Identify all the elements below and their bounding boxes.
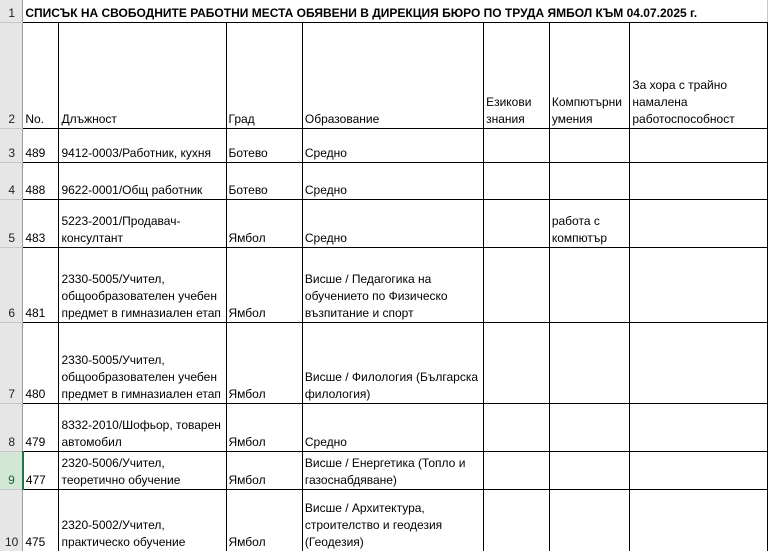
row-header[interactable]: 7 [0,322,23,403]
cell-position[interactable]: 2330-5005/Учител, общообразователен учебен предмет в гимназиален етап [59,322,226,403]
cell-languages[interactable] [484,162,550,199]
cell-no[interactable]: 477 [23,451,59,489]
cell-disability[interactable] [630,403,768,451]
cell-no[interactable]: 488 [23,162,59,199]
row-header[interactable]: 5 [0,199,23,247]
cell-city[interactable]: Ботево [226,128,302,162]
header-row [0,22,768,128]
table-row [0,322,768,403]
cell-disability[interactable] [630,322,768,403]
table-row [0,199,768,247]
table-row [0,128,768,162]
cell-computer-skills[interactable] [549,322,630,403]
row-header[interactable]: 4 [0,162,23,199]
sheet-row [0,0,768,22]
cell-disability[interactable] [630,247,768,322]
cell-languages[interactable] [484,128,550,162]
cell-city[interactable]: Ямбол [226,199,302,247]
header-disability[interactable]: За хора с трайно намалена работоспособност [630,22,768,128]
cell-disability[interactable] [630,489,768,551]
cell-position[interactable]: 2320-5002/Учител, практическо обучение [59,489,226,551]
cell-languages[interactable] [484,247,550,322]
cell-position[interactable]: 8332-2010/Шофьор, товарен автомобил [59,403,226,451]
cell-city[interactable]: Ямбол [226,403,302,451]
cell-no[interactable]: 475 [23,489,59,551]
cell-no[interactable]: 489 [23,128,59,162]
cell-computer-skills[interactable] [549,247,630,322]
sheet-title[interactable]: СПИСЪК НА СВОБОДНИТЕ РАБОТНИ МЕСТА ОБЯВЕНИ В ДИРЕКЦИЯ БЮРО ПО ТРУДА ЯМБОЛ КЪМ 04.07.2025 г. [23,0,768,22]
row-header[interactable]: 10 [0,489,23,551]
cell-languages[interactable] [484,451,550,489]
cell-position[interactable]: 9412-0003/Работник, кухня [59,128,226,162]
cell-computer-skills[interactable] [549,451,630,489]
table-row [0,403,768,451]
cell-education[interactable]: Висше / Енергетика (Топло и газоснабдяване) [302,451,483,489]
cell-no[interactable]: 481 [23,247,59,322]
cell-education[interactable]: Висше / Архитектура, строителство и геодезия (Геодезия) [302,489,483,551]
row-header[interactable]: 3 [0,128,23,162]
cell-education[interactable]: Средно [302,403,483,451]
row-header[interactable]: 1 [0,0,23,22]
row-header[interactable]: 2 [0,22,23,128]
cell-education[interactable]: Висше / Педагогика на обучението по Физическо възпитание и спорт [302,247,483,322]
cell-disability[interactable] [630,199,768,247]
header-languages[interactable]: Езикови знания [484,22,550,128]
table-row [0,489,768,551]
cell-education[interactable]: Висше / Филология (Българска филология) [302,322,483,403]
cell-education[interactable]: Средно [302,199,483,247]
header-position[interactable]: Длъжност [59,22,226,128]
header-education[interactable]: Образование [302,22,483,128]
cell-position[interactable]: 2330-5005/Учител, общообразователен учебен предмет в гимназиален етап [59,247,226,322]
cell-city[interactable]: Ямбол [226,489,302,551]
cell-computer-skills[interactable]: работа с компютър [549,199,630,247]
cell-position[interactable]: 9622-0001/Общ работник [59,162,226,199]
cell-languages[interactable] [484,489,550,551]
row-header[interactable]: 8 [0,403,23,451]
cell-city[interactable]: Ямбол [226,322,302,403]
cell-city[interactable]: Ямбол [226,247,302,322]
cell-no[interactable]: 479 [23,403,59,451]
cell-education[interactable]: Средно [302,128,483,162]
table-row [0,247,768,322]
header-city[interactable]: Град [226,22,302,128]
header-computer-skills[interactable]: Компютърни умения [549,22,630,128]
cell-education[interactable]: Средно [302,162,483,199]
cell-city[interactable]: Ямбол [226,451,302,489]
cell-computer-skills[interactable] [549,128,630,162]
row-header[interactable]: 6 [0,247,23,322]
table-row [0,162,768,199]
cell-no[interactable]: 480 [23,322,59,403]
cell-city[interactable]: Ботево [226,162,302,199]
cell-languages[interactable] [484,199,550,247]
cell-disability[interactable] [630,128,768,162]
cell-computer-skills[interactable] [549,162,630,199]
cell-languages[interactable] [484,322,550,403]
row-header-selected[interactable]: 9 [0,451,23,489]
cell-disability[interactable] [630,162,768,199]
cell-languages[interactable] [484,403,550,451]
cell-computer-skills[interactable] [549,489,630,551]
cell-disability[interactable] [630,451,768,489]
table-row [0,451,768,489]
cell-position[interactable]: 5223-2001/Продавач-консултант [59,199,226,247]
header-no[interactable]: No. [23,22,59,128]
cell-computer-skills[interactable] [549,403,630,451]
cell-position[interactable]: 2320-5006/Учител, теоретично обучение [59,451,226,489]
cell-no[interactable]: 483 [23,199,59,247]
